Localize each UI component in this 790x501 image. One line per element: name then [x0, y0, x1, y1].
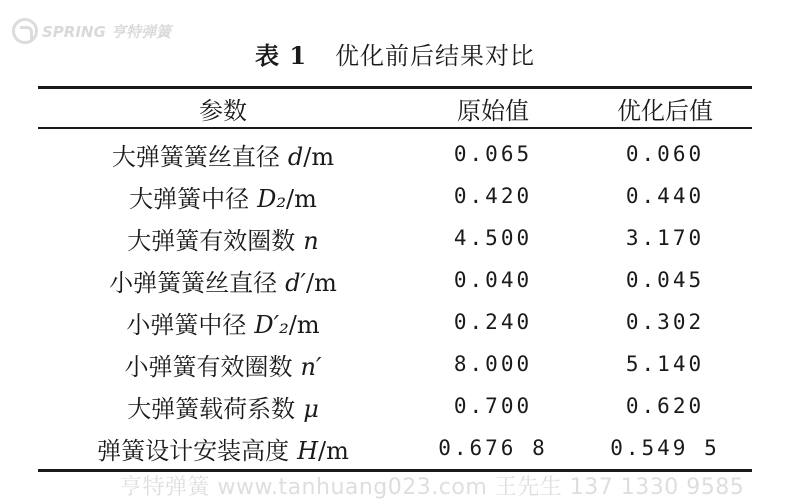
table-row	[38, 128, 752, 175]
original-value: 0.040	[453, 268, 533, 292]
header-optimized: 优化后值	[617, 96, 713, 125]
header-param: 参数	[199, 96, 247, 125]
param-name: 大弹簧有效圈数	[127, 226, 296, 255]
table-caption	[0, 36, 790, 71]
table-row	[38, 301, 752, 343]
param-unit: /m	[305, 268, 337, 297]
param-name: 大弹簧中径	[129, 184, 250, 213]
table-title: 优化前后结果对比	[335, 42, 536, 70]
optimized-value: 0.045	[625, 268, 705, 292]
param-unit: /m	[318, 436, 349, 465]
original-value: 8.000	[453, 352, 533, 376]
original-value: 0.065	[453, 142, 533, 166]
table-header-row	[38, 88, 752, 129]
header-original: 原始值	[457, 96, 529, 125]
param-cell	[38, 175, 408, 217]
param-symbol: d	[287, 142, 304, 171]
table-row	[38, 175, 752, 217]
param-unit: /m	[288, 310, 320, 339]
optimized-value: 0.440	[625, 184, 705, 208]
table-row	[38, 259, 752, 301]
param-symbol: n	[303, 226, 319, 255]
optimized-value: 0.549 5	[610, 436, 720, 460]
param-symbol: D₂	[257, 184, 287, 213]
param-name: 大弹簧载荷系数	[127, 394, 296, 423]
param-unit: /m	[303, 142, 335, 171]
param-cell	[38, 385, 408, 427]
table-row	[38, 385, 752, 427]
original-value: 0.240	[453, 310, 533, 334]
logo-text: SPRING 亨特弹簧	[42, 22, 172, 41]
table-number: 表 1	[254, 41, 308, 70]
param-symbol: D′₂	[254, 310, 289, 339]
optimized-value: 5.140	[625, 352, 705, 376]
param-unit: /m	[286, 184, 317, 213]
param-name: 小弹簧有效圈数	[124, 352, 293, 381]
param-symbol: n′	[300, 352, 322, 381]
param-cell	[38, 301, 408, 343]
watermark: 亨特弹簧 www.tanhuang023.com 王先生 137 1330 9585	[120, 475, 745, 500]
param-cell	[38, 128, 408, 175]
table-row	[38, 427, 752, 471]
optimized-value: 0.620	[625, 394, 705, 418]
param-name: 小弹簧中径	[126, 310, 247, 339]
table-row	[38, 343, 752, 385]
original-value: 4.500	[453, 226, 533, 250]
optimized-value: 0.302	[625, 310, 705, 334]
optimized-value: 3.170	[625, 226, 705, 250]
param-cell	[38, 427, 408, 471]
table-row	[38, 217, 752, 259]
param-symbol: H	[297, 436, 319, 465]
param-name: 大弹簧簧丝直径	[111, 142, 280, 171]
param-cell	[38, 259, 408, 301]
param-symbol: d′	[285, 268, 306, 297]
comparison-table	[38, 86, 752, 472]
original-value: 0.420	[453, 184, 533, 208]
param-symbol: μ	[303, 394, 319, 423]
original-value: 0.700	[453, 394, 533, 418]
param-name: 小弹簧簧丝直径	[109, 268, 278, 297]
param-cell	[38, 343, 408, 385]
optimized-value: 0.060	[625, 142, 705, 166]
original-value: 0.676 8	[438, 436, 548, 460]
param-cell	[38, 217, 408, 259]
param-name: 弹簧设计安装高度	[97, 436, 290, 465]
